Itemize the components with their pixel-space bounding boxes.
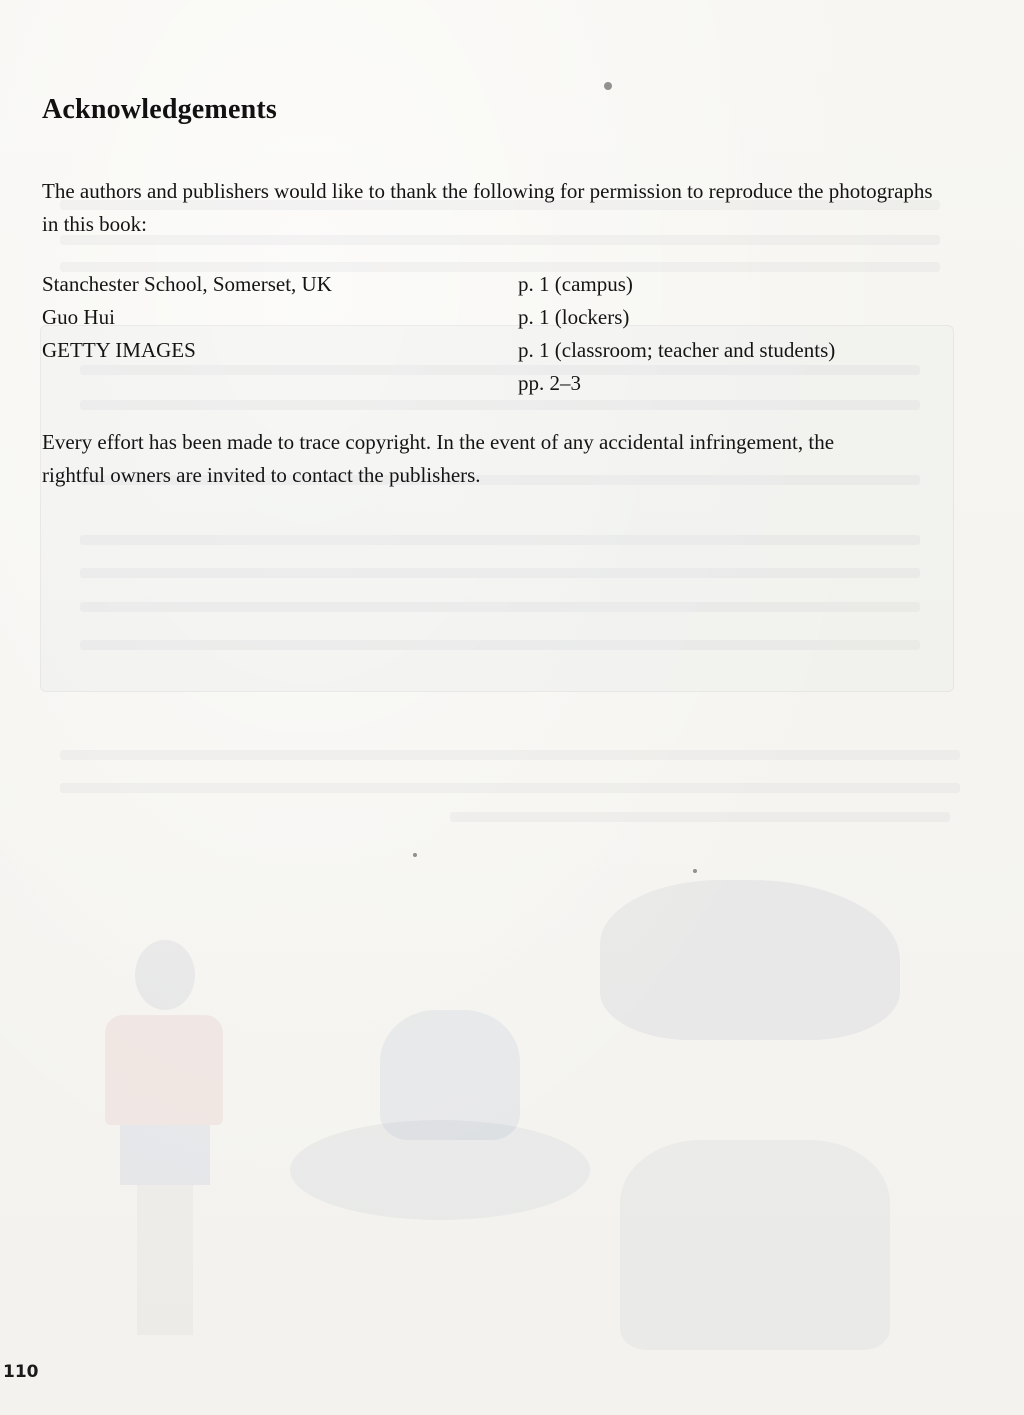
bleed-through-illustration (380, 1010, 520, 1140)
bleed-through-line (80, 535, 920, 545)
bleed-through-line (60, 783, 960, 793)
credit-pages (518, 268, 633, 301)
credit-row (42, 301, 942, 334)
credit-source: Stanchester School, Somerset, UK (42, 272, 332, 296)
intro-paragraph: The authors and publishers would like to thank the following for permission to reproduce the photographs in this book: (42, 179, 933, 236)
credit-page-reference: p. 1 (lockers) (518, 305, 630, 329)
bleed-through-line (80, 602, 920, 612)
credit-row (42, 268, 942, 301)
credit-pages (518, 334, 835, 400)
bleed-through-line (450, 812, 950, 822)
bleed-through-illustration (105, 940, 225, 1360)
credit-source: Guo Hui (42, 305, 115, 329)
copyright-notice: Every effort has been made to trace copyright. In the event of any accidental infringement, the rightful owners are invited to contact the publishers. (42, 430, 835, 487)
credit-row (42, 334, 942, 395)
credit-page-reference: pp. 2–3 (518, 371, 581, 395)
bleed-through-line (60, 750, 960, 760)
bleed-through-line (80, 568, 920, 578)
credit-source: GETTY IMAGES (42, 338, 196, 362)
credit-page-reference: p. 1 (campus) (518, 272, 633, 296)
bleed-through-illustration (290, 1120, 590, 1220)
page-number: 110 (3, 1362, 39, 1382)
scan-speck (604, 82, 612, 90)
scan-speck (413, 853, 417, 857)
bleed-through-illustration (620, 1140, 890, 1350)
bleed-through-line (80, 640, 920, 650)
bleed-through-illustration (600, 880, 900, 1040)
credit-pages (518, 301, 629, 334)
page-title: Acknowledgements (42, 94, 277, 125)
bleed-through-line (80, 400, 920, 410)
credit-page-reference: p. 1 (classroom; teacher and students) (518, 338, 836, 362)
credits-list (42, 268, 942, 395)
scan-speck (693, 869, 697, 873)
